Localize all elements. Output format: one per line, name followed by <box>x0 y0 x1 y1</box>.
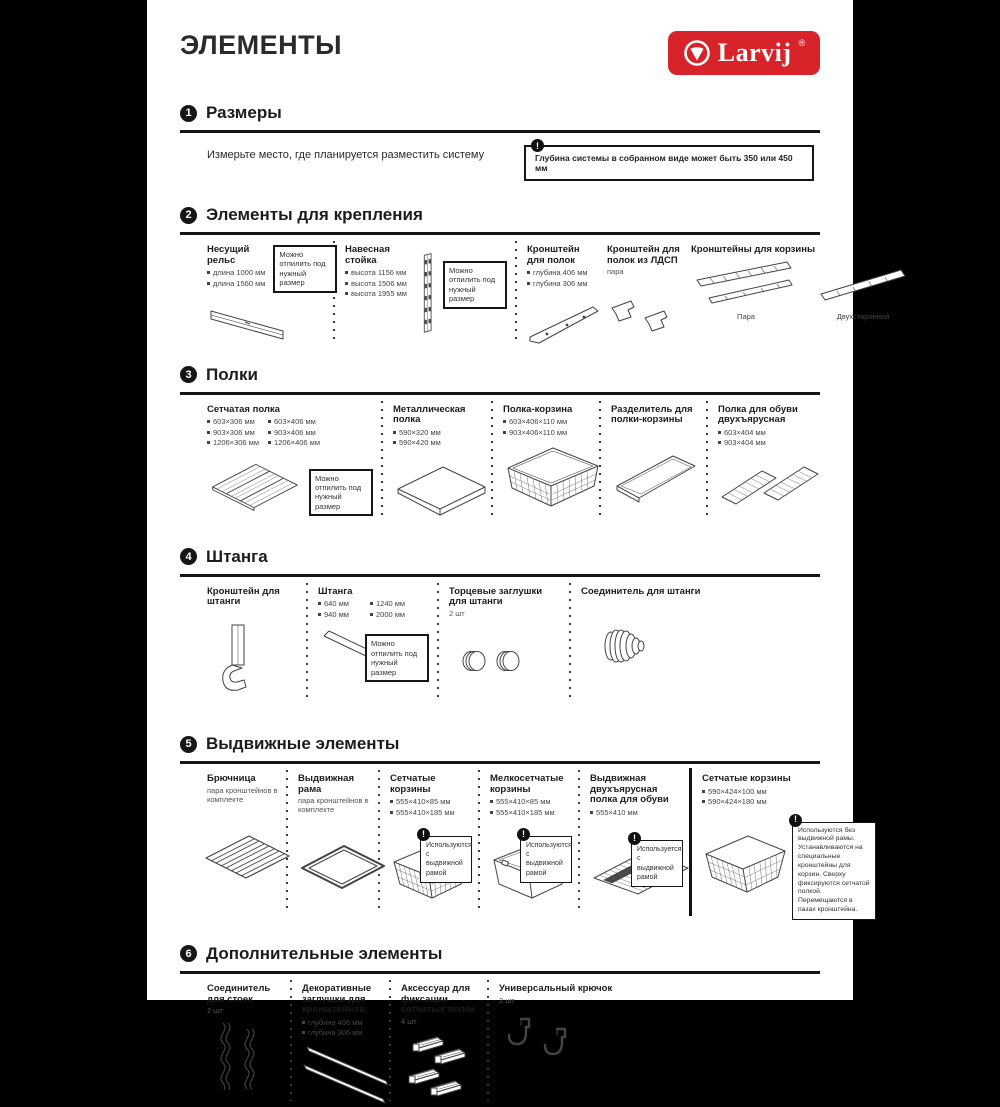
section-items <box>180 235 890 347</box>
section-items <box>180 395 820 521</box>
hanging-upright-illustration <box>420 245 435 340</box>
spec-item: 903×406×110 мм <box>503 428 591 439</box>
post-connector-illustration <box>209 1019 271 1103</box>
item-name: Соединитель для штанги <box>581 585 701 597</box>
pullout-frame-illustration <box>298 840 388 898</box>
item-name: Торцевые заглушки для штанги <box>449 585 543 608</box>
spec-item: 555×410×185 мм <box>390 808 470 819</box>
spec-item: 590×424×100 мм <box>702 787 876 798</box>
section-number-badge: 1 <box>180 105 197 122</box>
item-rod-end-caps <box>439 577 569 704</box>
item-name: Выдвижная рама <box>298 773 354 795</box>
section-number-badge: 5 <box>180 736 197 753</box>
exclamation-icon: ! <box>531 139 544 152</box>
universal-hook-illustration <box>505 1013 591 1079</box>
section-title: Элементы для крепления <box>206 205 423 224</box>
item-name: Универсальный крючок <box>499 982 613 994</box>
spec-item: глубина 306 мм <box>527 279 599 290</box>
shelf-bracket-illustration <box>527 301 605 346</box>
item-name: Кронштейн для штанги <box>207 585 280 608</box>
spec-item: высота 1955 мм <box>345 289 412 300</box>
section-header <box>180 547 820 577</box>
section-additional-elements <box>180 944 820 1107</box>
section-header <box>180 205 820 235</box>
spec-item: высота 1156 мм <box>345 268 412 279</box>
item-shoe-shelf <box>708 395 831 521</box>
item-name: Разделитель для полки-корзины <box>611 403 693 426</box>
section-shelves <box>180 365 820 521</box>
cut-to-size-note: Можно отпилить под нужный размер <box>309 469 373 517</box>
usage-note-box <box>420 828 472 882</box>
item-fine-mesh-baskets <box>480 764 578 920</box>
item-shelf-fixing-accessory <box>391 974 487 1107</box>
item-name: Сетчатая полка <box>207 403 280 415</box>
item-name: Мелкосетчатые корзины <box>490 773 564 795</box>
item-name: Декоративные заглушки для кронштейнов <box>302 982 372 1016</box>
spec-item: 1206×406 мм <box>268 438 325 449</box>
spec-item: 603×406×110 мм <box>503 417 591 428</box>
spec-item: 603×406 мм <box>268 417 325 428</box>
section-items <box>180 974 820 1107</box>
item-name: Кронштейны для корзины <box>691 244 816 255</box>
section-number-badge: 4 <box>180 548 197 565</box>
item-rod-connector <box>571 577 820 704</box>
spec-item: 940 мм <box>318 610 366 621</box>
section-dimensions <box>180 103 820 181</box>
spec-item: 903×406 мм <box>268 428 325 439</box>
usage-note-box <box>792 814 876 920</box>
item-subtext: 2 шт <box>449 609 465 618</box>
section-items <box>180 577 820 704</box>
spec-item: 555×410×85 мм <box>490 797 570 808</box>
spec-item: 555×410×85 мм <box>390 797 470 808</box>
brand-logo <box>668 31 820 75</box>
item-rod <box>308 577 437 704</box>
bracket-caption: Двухсторонний <box>836 311 890 321</box>
spec-item: длина 1000 мм <box>207 268 265 279</box>
item-decorative-caps <box>292 974 389 1107</box>
section-title: Размеры <box>206 103 282 122</box>
section-number-badge: 3 <box>180 366 197 383</box>
spec-item: глубина 406 мм <box>527 268 599 279</box>
item-metal-shelf <box>383 395 491 521</box>
section-title: Дополнительные элементы <box>206 943 443 963</box>
item-hanging-upright <box>335 235 515 347</box>
spec-item: 590×320 мм <box>393 428 483 439</box>
item-subtext: пара кронштейнов в комплекте <box>207 785 278 804</box>
spec-item: 903×306 мм <box>207 428 264 439</box>
section-items <box>180 764 870 920</box>
usage-note-text: Используются с выдвижной рамой <box>526 842 572 877</box>
depth-note-text: Глубина системы в собранном виде может быть 350 или 450 мм <box>535 153 793 173</box>
item-name: Соединитель для стоек <box>207 982 271 1005</box>
rod-bracket-illustration <box>217 622 259 704</box>
basket-shelf-illustration <box>503 444 601 510</box>
instruction-page <box>147 0 890 1038</box>
item-ldsp-bracket <box>607 235 691 347</box>
exclamation-icon: ! <box>517 828 530 841</box>
item-pullout-frame <box>288 764 378 920</box>
item-name: Навесная стойка <box>345 244 390 266</box>
item-name: Несущий рельс <box>207 244 250 266</box>
item-name: Аксессуар для фиксации сетчатых полок <box>401 982 476 1016</box>
item-name: Брючница <box>207 773 256 784</box>
usage-note-text: Используется с выдвижной рамой <box>637 846 682 881</box>
spec-item: 2000 мм <box>370 610 418 621</box>
item-subtext: пара <box>607 267 624 277</box>
rod-connector-illustration <box>595 621 659 671</box>
item-basket-shelf <box>493 395 599 521</box>
item-name: Штанга <box>318 585 353 597</box>
basket-divider-illustration <box>611 448 701 506</box>
shelf-fixing-accessory-illustration <box>405 1032 483 1102</box>
section-title: Штанга <box>206 546 268 566</box>
trouser-rack-illustration <box>201 830 293 888</box>
carrier-rail-illustration <box>207 299 292 347</box>
bracket-caption: Пара <box>737 311 755 321</box>
registered-mark: ® <box>798 38 806 48</box>
item-name: Выдвижная двухъярусная полка для обуви <box>590 773 669 806</box>
spec-item: 603×404 мм <box>718 428 823 439</box>
spec-item: 1240 мм <box>370 599 418 610</box>
item-universal-hook <box>489 974 820 1107</box>
item-rod-bracket <box>207 577 306 704</box>
spec-item: 1206×306 мм <box>207 438 264 449</box>
basket-bracket-pair <box>691 260 801 321</box>
item-subtext: 2 шт <box>207 1006 223 1016</box>
spec-item: 555×410 мм <box>590 808 681 819</box>
cut-to-size-note: Можно отпилить под нужный размер <box>443 261 507 309</box>
item-name: Полка для обуви двухъярусная <box>718 403 798 426</box>
mesh-shelf-illustration <box>207 455 301 517</box>
section-header <box>180 734 820 764</box>
item-subtext: пара кронштейнов в комплекте <box>298 796 369 815</box>
spec-item: 590×424×180 мм <box>702 797 876 808</box>
spec-item: длина 1560 мм <box>207 279 265 290</box>
item-pullout-shoe-shelf <box>580 764 689 920</box>
depth-note-box <box>524 140 814 181</box>
item-name: Кронштейн для полок из ЛДСП <box>607 244 680 266</box>
basket-bracket-double <box>817 260 909 321</box>
section-header <box>180 365 820 395</box>
item-name: Металлическая полка <box>393 403 466 426</box>
section-pullout-elements <box>180 734 870 920</box>
rod-end-caps-illustration <box>457 640 539 682</box>
item-subtext: 2 шт <box>499 995 515 1005</box>
item-shelf-bracket <box>517 235 607 347</box>
spec-item: глубина 306 мм <box>302 1028 381 1039</box>
item-name: Кронштейн для полок <box>527 244 580 266</box>
section-header <box>180 103 820 133</box>
ldsp-bracket-illustration <box>607 290 687 335</box>
basket-bracket-pair-illustration <box>691 260 801 312</box>
item-basket-divider <box>601 395 706 521</box>
item-mesh-shelf <box>207 395 381 521</box>
item-carrier-rail <box>207 235 333 347</box>
brand-logo-icon <box>683 39 711 67</box>
cut-to-size-note: Можно отпилить под нужный размер <box>273 245 337 293</box>
exclamation-icon: ! <box>417 828 430 841</box>
spec-item: 603×306 мм <box>207 417 264 428</box>
usage-note-box <box>520 828 572 882</box>
section-number-badge: 2 <box>180 207 197 224</box>
spec-item: 555×410×185 мм <box>490 808 570 819</box>
basket-bracket-double-illustration <box>817 260 909 312</box>
item-name: Полка-корзина <box>503 403 573 415</box>
section-body <box>180 140 820 181</box>
usage-note-text: Используются без выдвижной рамы. Устанавливаются на специальные кронштейны для корзин. Сверху фиксируются сетчатой полкой. Перемещаются в пазах кронштейна. <box>798 826 870 914</box>
page-title: ЭЛЕМЕНТЫ <box>180 30 343 60</box>
spec-item: высота 1506 мм <box>345 279 412 290</box>
section-title: Выдвижные элементы <box>206 734 400 753</box>
item-basket-brackets <box>691 235 917 347</box>
mesh-basket-standalone-illustration <box>702 830 788 896</box>
item-trouser-rack <box>207 764 286 920</box>
measure-instruction: Измерьте место, где планируется разместить систему <box>207 149 485 161</box>
item-name: Сетчатые корзины <box>702 773 791 784</box>
section-title: Полки <box>206 364 258 384</box>
item-post-connector <box>207 974 290 1107</box>
usage-note-box <box>631 833 683 886</box>
section-header <box>180 944 820 974</box>
item-name: Сетчатые корзины <box>390 773 436 795</box>
spec-item: глубина 406 мм <box>302 1018 381 1029</box>
usage-note-text: Используются с выдвижной рамой <box>426 842 472 877</box>
section-rod <box>180 547 820 704</box>
page-header <box>180 30 820 75</box>
spec-item: 590×420 мм <box>393 438 483 449</box>
item-mesh-baskets <box>380 764 478 920</box>
exclamation-icon: ! <box>789 814 802 827</box>
item-subtext: 4 шт <box>401 1016 417 1026</box>
metal-shelf-illustration <box>393 459 488 521</box>
spec-item: 640 мм <box>318 599 366 610</box>
spec-item: 903×404 мм <box>718 438 823 449</box>
section-number-badge: 6 <box>180 945 197 962</box>
section-mounting-elements <box>180 205 890 347</box>
exclamation-icon: ! <box>628 832 641 845</box>
item-mesh-baskets-standalone <box>692 764 884 920</box>
shoe-shelf-illustration <box>718 455 823 513</box>
decorative-caps-illustration <box>302 1041 394 1107</box>
brand-name: Larvij <box>717 38 792 67</box>
cut-to-size-note: Можно отпилить под нужный размер <box>365 634 429 682</box>
